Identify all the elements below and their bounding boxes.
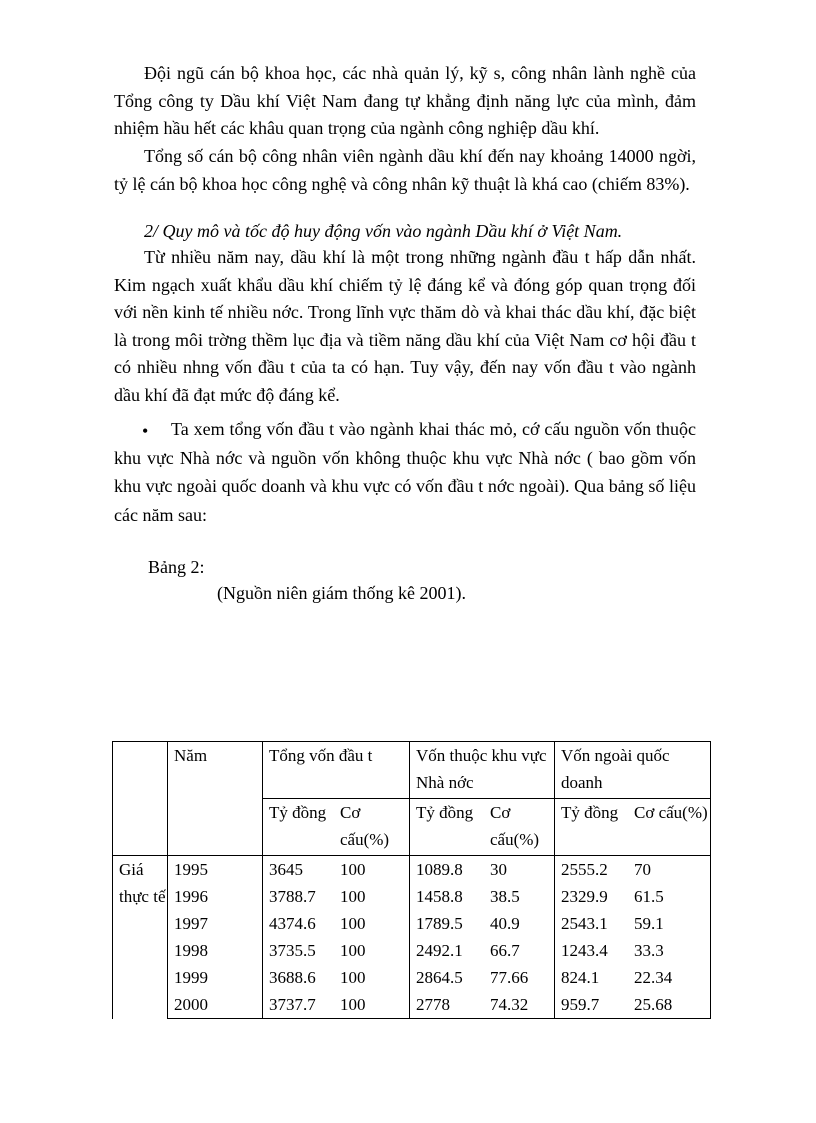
bullet-item [114,415,696,529]
bullet-text: Ta xem tổng vốn đầu t vào ngành khai thác mỏ, cớ cấu nguồn vốn thuộc khu vực Nhà nớc và nguồn vốn không thuộc khu vực Nhà nớc ( bao gồm vốn khu vực ngoài quốc doanh và khu vực có vốn đầu t nớc ngoài). Qua bảng số liệu các năm sau: [114,419,696,525]
table-row [113,856,711,884]
cell-non-share: 61.5 [627,883,711,910]
cell-total-share: 100 [340,968,366,987]
cell-state-billion: 1789.5 [410,910,484,937]
cell-year: 2000 [168,991,263,1019]
cell-total-billion: 3688.6 [263,964,334,991]
cell-state-share: 30 [483,856,555,884]
subheader-total-share: Cơ cấu(%) [333,799,410,856]
cell-non-share: 22.34 [627,964,711,991]
cell-non-billion: 959.7 [555,991,628,1019]
subheader-state-billion: Tỷ đồng [410,799,484,856]
cell-total-billion: 3645 [263,856,334,884]
table-row [113,910,711,937]
row-group-label: Giá thực tế [113,856,168,1019]
paragraph-staff: Đội ngũ cán bộ khoa học, các nhà quản lý, kỹ s, công nhân lành nghề của Tổng công ty Dầu khí Việt Nam đang tự khẳng định năng lực của mình, đảm nhiệm hầu hết các khâu quan trọng của ngành công nghiệp dầu khí. [114,63,696,138]
cell-total-billion: 4374.6 [263,910,334,937]
subheader-total-billion: Tỷ đồng [263,799,334,856]
cell-total-share: 100 [340,941,366,960]
subheader-non-billion: Tỷ đồng [555,799,628,856]
investment-table [112,741,711,1019]
cell-total-share: 100 [340,914,366,933]
cell-total-billion: 3737.7 [263,991,334,1019]
cell-state-share: 74.32 [483,991,555,1019]
bullet-icon: • [142,421,149,441]
cell-year: 1999 [168,964,263,991]
subheader-non-share: Cơ cấu(%) [627,799,711,856]
cell-state-billion: 1089.8 [410,856,484,884]
cell-total-billion: 3735.5 [263,937,334,964]
cell-non-billion: 2555.2 [555,856,628,884]
table-source: (Nguồn niên giám thống kê 2001). [217,583,466,603]
header-year: Năm [168,742,263,856]
header-nonstate: Vốn ngoài quốc doanh [555,742,711,799]
cell-non-share: 59.1 [627,910,711,937]
cell-non-billion: 1243.4 [555,937,628,964]
cell-state-share: 66.7 [490,941,520,960]
cell-state-share: 38.5 [490,887,520,906]
cell-total-billion: 3788.7 [263,883,334,910]
cell-year: 1995 [168,856,263,884]
cell-total-share: 100 [340,887,366,906]
subheader-state-share: Cơ cấu(%) [483,799,555,856]
cell-non-share: 25.68 [627,991,711,1019]
cell-year: 1998 [168,937,263,964]
table-label: Bảng 2: [148,557,205,577]
table-row [113,937,711,964]
cell-state-billion: 2778 [410,991,484,1019]
cell-year: 1996 [168,883,263,910]
header-empty-cell [113,742,168,856]
section-heading: 2/ Quy mô và tốc độ huy động vốn vào ngành Dầu khí ở Việt Nam. [144,221,623,241]
cell-state-share: 77.66 [490,968,529,987]
table-row [113,991,711,1019]
cell-state-billion: 2492.1 [410,937,484,964]
cell-non-share: 33.3 [627,937,711,964]
paragraph-investment: Từ nhiều năm nay, dầu khí là một trong những ngành đầu t hấp dẫn nhất. Kim ngạch xuất khẩu dầu khí chiếm tỷ lệ đáng kể và đóng góp quan trọng đối với nền kinh tế nhiều nớc. Trong lĩnh vực thăm dò và khai thác dầu khí, đặc biệt là trong môi trờng thềm lục địa và tiềm năng dầu khí của Việt Nam cơ hội đầu t có nhiều nhng vốn đầu t của ta có hạn. Tuy vậy, đến nay vốn đầu t vào ngành dầu khí đã đạt mức độ đáng kể. [114,247,696,405]
cell-year: 1997 [168,910,263,937]
header-state: Vốn thuộc khu vực Nhà nớc [410,742,555,799]
cell-state-share: 40.9 [490,914,520,933]
cell-non-billion: 2543.1 [555,910,628,937]
header-total: Tổng vốn đầu t [263,742,410,799]
table-header-row [113,742,711,799]
table-row [113,883,711,910]
paragraph-employee-count: Tổng số cán bộ công nhân viên ngành dầu khí đến nay khoảng 14000 ngời, tỷ lệ cán bộ khoa học công nghệ và công nhân kỹ thuật là khá cao (chiếm 83%). [114,146,696,194]
cell-total-share: 100 [333,991,410,1019]
cell-state-billion: 2864.5 [410,964,484,991]
cell-non-billion: 824.1 [555,964,628,991]
cell-non-billion: 2329.9 [555,883,628,910]
cell-non-share: 70 [627,856,711,884]
cell-state-billion: 1458.8 [410,883,484,910]
cell-total-share: 100 [333,856,410,884]
table-row [113,964,711,991]
